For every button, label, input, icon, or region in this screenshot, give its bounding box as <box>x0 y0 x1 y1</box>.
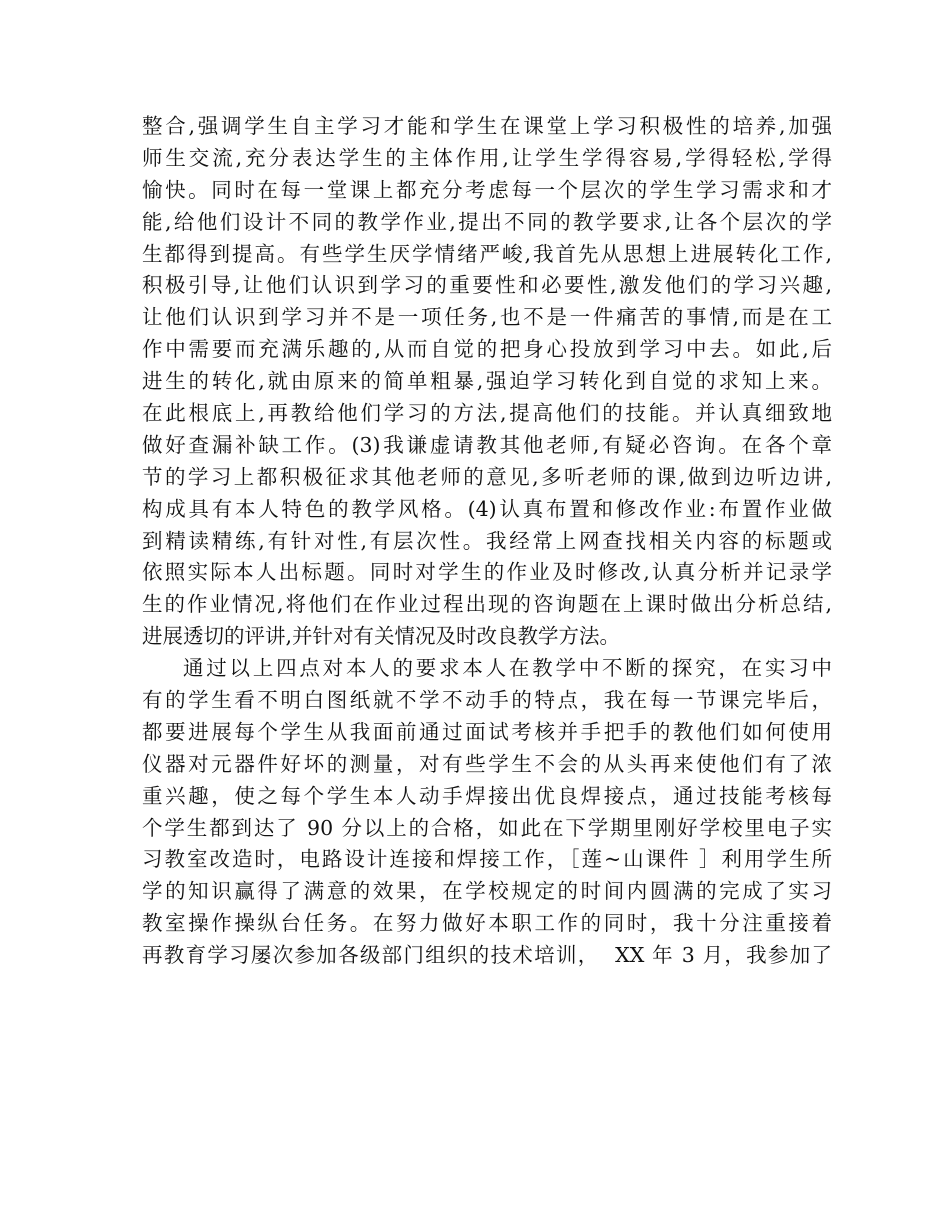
text-line: 再教育学习屡次参加各级部门组织的技术培训， XX 年 3 月，我参加了 <box>142 943 832 968</box>
text-line: 节的学习上都积极征求其他老师的意见,多听老师的课,做到边听边讲, <box>142 464 832 489</box>
paragraph-2 <box>142 653 832 972</box>
text-line: 教室操作操纵台任务。在努力做好本职工作的同时，我十分注重接着 <box>142 911 832 936</box>
text-line: 整合,强调学生自主学习才能和学生在课堂上学习积极性的培养,加强 <box>142 114 832 138</box>
document-body <box>142 111 832 972</box>
text-line: 进展透切的评讲,并针对有关情况及时改良教学方法。 <box>142 624 621 649</box>
text-line: 愉快。同时在每一堂课上都充分考虑每一个层次的学生学习需求和才 <box>142 177 832 202</box>
text-line: 仪器对元器件好坏的测量，对有些学生不会的从头再来使他们有了浓 <box>142 751 832 776</box>
text-line: 做好查漏补缺工作。(3)我谦虚请教其他老师,有疑必咨询。在各个章 <box>142 432 832 457</box>
text-line: 能,给他们设计不同的教学作业,提出不同的教学要求,让各个层次的学 <box>142 209 832 234</box>
text-line: 让他们认识到学习并不是一项任务,也不是一件痛苦的事情,而是在工 <box>142 305 832 330</box>
text-line: 习教室改造时，电路设计连接和焊接工作，［莲~山课件 ］利用学生所 <box>142 847 832 872</box>
text-line: 进生的转化,就由原来的简单粗暴,强迫学习转化到自觉的求知上来。 <box>142 369 832 394</box>
text-line: 依照实际本人出标题。同时对学生的作业及时修改,认真分析并记录学 <box>142 560 832 585</box>
text-line: 积极引导,让他们认识到学习的重要性和必要性,激发他们的学习兴趣, <box>142 273 832 298</box>
text-line: 在此根底上,再教给他们学习的方法,提高他们的技能。并认真细致地 <box>142 401 832 426</box>
text-line: 重兴趣，使之每个学生本人动手焊接出优良焊接点，通过技能考核每 <box>142 783 832 808</box>
text-line: 作中需要而充满乐趣的,从而自觉的把身心投放到学习中去。如此,后 <box>142 337 832 362</box>
text-line: 个学生都到达了 90 分以上的合格，如此在下学期里刚好学校里电子实 <box>142 815 832 840</box>
text-line: 通过以上四点对本人的要求本人在教学中不断的探究，在实习中 <box>183 656 832 681</box>
text-line: 构成具有本人特色的教学风格。(4)认真布置和修改作业:布置作业做 <box>142 496 832 521</box>
text-line: 都要进展每个学生从我面前通过面试考核并手把手的教他们如何使用 <box>142 719 832 744</box>
text-line: 生的作业情况,将他们在作业过程出现的咨询题在上课时做出分析总结, <box>142 592 832 617</box>
text-line: 有的学生看不明白图纸就不学不动手的特点，我在每一节课完毕后， <box>142 688 832 713</box>
text-line: 生都得到提高。有些学生厌学情绪严峻,我首先从思想上进展转化工作, <box>142 241 832 266</box>
text-line: 到精读精练,有针对性,有层次性。我经常上网查找相关内容的标题或 <box>142 528 832 553</box>
text-line: 师生交流,充分表达学生的主体作用,让学生学得容易,学得轻松,学得 <box>142 145 832 170</box>
paragraph-1 <box>142 111 832 653</box>
text-line: 学的知识赢得了满意的效果，在学校规定的时间内圆满的完成了实习 <box>142 879 832 904</box>
